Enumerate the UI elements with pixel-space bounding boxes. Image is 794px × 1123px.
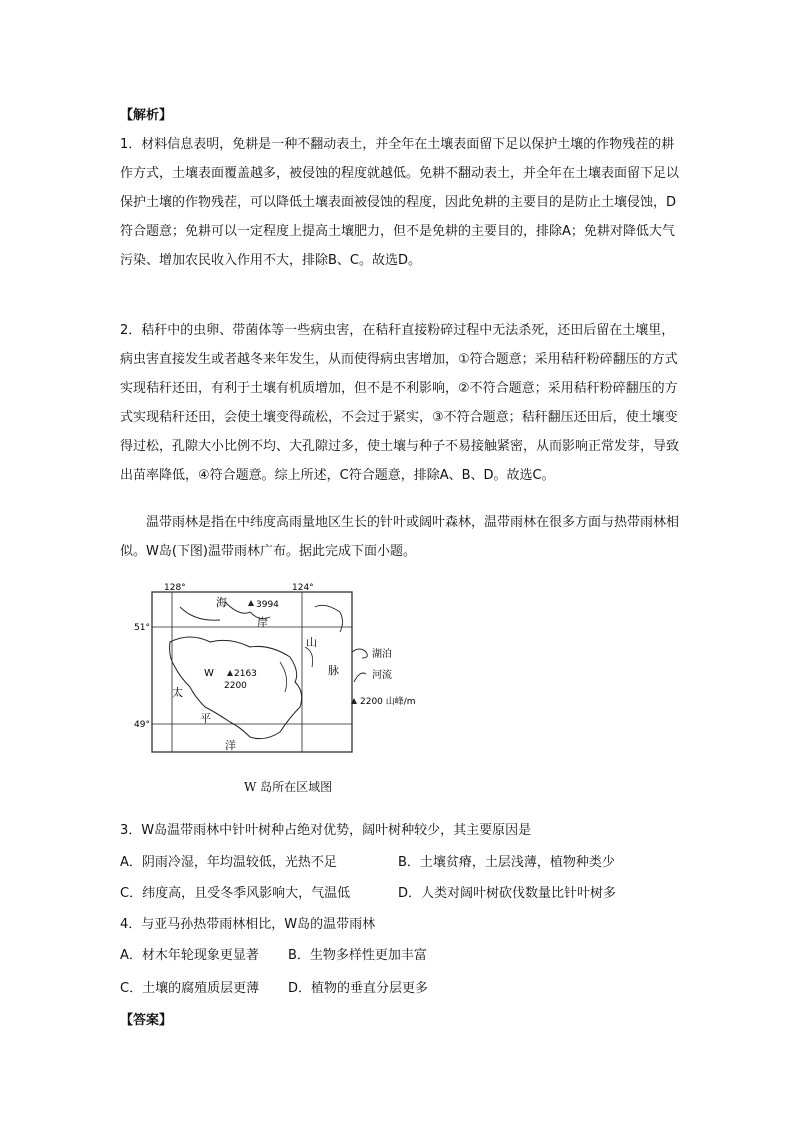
q3-stem: 3．W岛温带雨林中针叶树种占绝对优势，阔叶树种较少，其主要原因是: [120, 823, 532, 838]
q3-option-a: A．阴雨冷湿，年均温较低，光热不足: [120, 855, 337, 870]
mountain-label-1: 山: [306, 636, 317, 649]
q4-option-b: B．生物多样性更加丰富: [288, 948, 427, 963]
lat-label-49: 49°: [134, 720, 150, 730]
peak-marker: [248, 600, 254, 606]
river-line: [305, 647, 313, 667]
sea-label-2: 岸: [257, 616, 268, 629]
ocean-label-3: 洋: [225, 739, 236, 752]
legend-lake: 湖泊: [372, 649, 392, 660]
ocean-label-2: 平: [200, 712, 211, 725]
peak-label-1: 3994: [256, 600, 279, 610]
q3-option-d: D．人类对阔叶树砍伐数量比针叶树多: [398, 886, 617, 901]
peak-label-2: 2163: [234, 669, 257, 679]
legend-river: 河流: [372, 670, 392, 681]
answer-heading: 【答案】: [120, 1013, 173, 1028]
q4-option-a: A．材木年轮现象更显著: [120, 948, 259, 963]
lon-label-124: 124°: [292, 583, 314, 593]
q2-explanation: 2．秸秆中的虫卵、带菌体等一些病虫害，在秸秆直接粉碎过程中无法杀死，还田后留在土壤里，病虫害直接发生或者越冬来年发生，从而使得病虫害增加，①符合题意；采用秸秆粉碎翻压的方式实现秸秆还田，有利于土壤有机质增加，但不是不利影响，②不符合题意；采用秸秆粉碎翻压的方式实现秸秆还田，会使土壤变得疏松，不会过于紧实，③不符合题意；秸秆翻压还田后，使土壤变得过松，孔隙大小比例不均、大孔隙过多，使土壤与种子不易接触紧密，从而影响正常发芽，导致出苗率降低，④符合题意。综上所述，C符合题意，排除A、B、D。故选C。: [120, 323, 680, 483]
mainland-coast: [315, 605, 343, 632]
legend-peak: 2200 山峰/m: [360, 697, 416, 707]
analysis-heading: 【解析】: [120, 108, 173, 123]
q3-option-c: C．纬度高，且受冬季风影响大，气温低: [120, 886, 351, 901]
q3-option-b: B．土壤贫瘠，土层浅薄，植物种类少: [398, 855, 615, 870]
q1-explanation: 1．材料信息表明，免耕是一种不翻动表土，并全年在土壤表面留下足以保护土壤的作物残茬的耕作方式，土壤表面覆盖越多，被侵蚀的程度就越低。免耕不翻动表土，并全年在土壤表面留下足以保护土壤的作物残茬，可以降低土壤表面被侵蚀的程度，因此免耕的主要目的是防止土壤侵蚀，D符合题意；免耕可以一定程度上提高土壤肥力，但不是免耕的主要目的，排除A；免耕对降低大气污染、增加农民收入作用不大，排除B、C。故选D。: [120, 137, 680, 268]
intro-paragraph: 温带雨林是指在中纬度高雨量地区生长的针叶或阔叶森林，温带雨林在很多方面与热带雨林相似。W岛(下图)温带雨林广布。据此完成下面小题。: [120, 515, 680, 559]
map-caption: W 岛所在区域图: [244, 780, 333, 794]
peak-label-3: 2200: [224, 681, 247, 691]
q4-option-c: C．土壤的腐殖质层更薄: [120, 981, 260, 996]
legend-lake-symbol: [352, 649, 367, 658]
sea-label-1: 海: [216, 596, 227, 609]
coast-line-2: [180, 607, 220, 620]
river-line-2: [280, 662, 287, 692]
mountain-label-2: 脉: [328, 664, 339, 677]
q4-option-d: D．植物的垂直分层更多: [288, 981, 429, 996]
island-label: W: [204, 668, 214, 679]
w-island-map: [134, 582, 420, 768]
ocean-label-1: 太: [172, 686, 183, 699]
peak-marker-2: [227, 670, 233, 676]
q4-stem: 4．与亚马孙热带雨林相比，W岛的温带雨林: [120, 917, 376, 932]
lat-label-51: 51°: [134, 623, 150, 633]
legend-river-symbol: [354, 673, 366, 682]
lon-label-128: 128°: [164, 583, 186, 593]
